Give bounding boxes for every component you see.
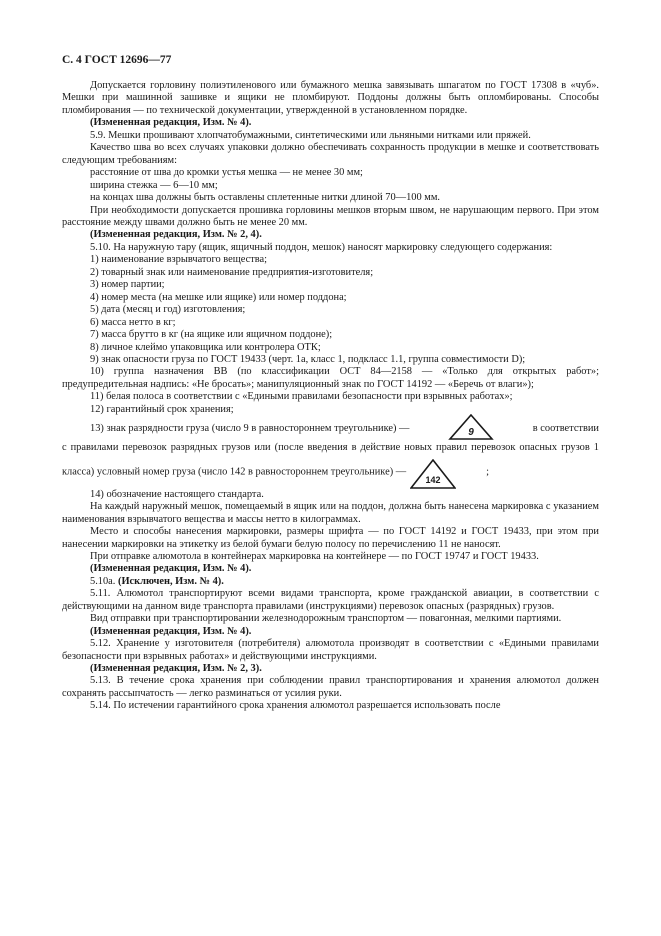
marking-item: 12) гарантийный срок хранения; <box>90 403 234 415</box>
marking-item: 8) личное клеймо упаковщика или контролера ОТК; <box>90 341 321 353</box>
clause-5-12: 5.12. Хранение у изготовителя (потребителя) алюмотола производят в соответствии с «Едиными правилами безопасности при взрывных работах» и действующими инструкциями. <box>62 638 599 662</box>
marking-item: 1) наименование взрывчатого вещества; <box>90 254 268 266</box>
edition-note: (Измененная редакция, Изм. № 2, 4). <box>90 229 262 241</box>
marking-item: 14) обозначение настоящего стандарта. <box>90 488 264 500</box>
edition-note: (Измененная редакция, Изм. № 2, 3). <box>90 663 262 675</box>
marking-item: 11) белая полоса в соответствии с «Едиными правилами безопасности при взрывных работах»; <box>90 391 513 403</box>
paragraph-intro: Допускается горловину полиэтиленового или бумажного мешка завязывать шпагатом по ГОСТ 17308 в «чуб». Мешки при машинной зашивке и ящики не пломбируют. Поддоны должны быть опломбированы. Способы пломбирования — по технической документации, утвержденной в установленном порядке. <box>62 80 599 116</box>
clause-5-10a <box>62 576 599 588</box>
marking-item: 9) знак опасности груза по ГОСТ 19433 (черт. 1а, класс 1, подкласс 1.1, группа совместимости D); <box>90 353 526 365</box>
requirement-item: расстояние от шва до кромки устья мешка — не менее 30 мм; <box>90 167 363 179</box>
hazard-class-9-triangle-icon <box>448 414 494 440</box>
marking-item: 7) масса брутто в кг (на ящике или ящичном поддоне); <box>90 329 333 341</box>
marking-item: 5) дата (месяц и год) изготовления; <box>90 304 246 316</box>
marking-item: 4) номер места (на мешке или ящике) или номер поддона; <box>90 291 347 303</box>
clause-5-9: 5.9. Мешки прошивают хлопчатобумажными, синтетическими или льняными нитками или пряжей. <box>90 129 531 141</box>
paragraph-marking-place: Место и способы нанесения маркировки, размеры шрифта — по ГОСТ 14192 и ГОСТ 19433, при этом при нанесении маркировки на этикетку из белой бумаги белую полосу по перечислению 11 не наносят. <box>62 526 599 550</box>
cargo-number-142-triangle-icon <box>410 459 456 489</box>
edition-note: (Измененная редакция, Изм. № 4). <box>90 563 252 575</box>
paragraph-double-seam: При необходимости допускается прошивка горловины мешков вторым швом, не нарушающим первого. При этом расстояние между швами должно быть не менее 20 мм. <box>62 204 599 228</box>
clause-5-10: 5.10. На наружную тару (ящик, ящичный поддон, мешок) наносят маркировку следующего содержания: <box>90 241 553 253</box>
clause-5-10a-text: (Исключен, Изм. № 4). <box>118 575 224 587</box>
marking-item: 6) масса нетто в кг; <box>90 316 176 328</box>
marking-item-13-text: 13) знак разрядности груза (число 9 в равностороннем треугольнике) — <box>90 423 410 434</box>
paragraph-container: При отправке алюмотола в контейнерах маркировка на контейнере — по ГОСТ 19747 и ГОСТ 19433. <box>90 550 539 562</box>
clause-5-11: 5.11. Алюмотол транспортируют всеми видами транспорта, кроме гражданской авиации, в соответствии с действующими на данном виде транспорта правилами (инструкциями) перевозок опасных (разрядных) грузов. <box>62 588 599 612</box>
edition-note: (Измененная редакция, Изм. № 4). <box>90 625 252 637</box>
paragraph-quality: Качество шва во всех случаях упаковки должно обеспечивать сохранность продукции в мешке и соответствовать следующим требованиям: <box>62 142 599 166</box>
marking-item: 3) номер партии; <box>90 279 165 291</box>
clause-5-14: 5.14. По истечении гарантийного срока хранения алюмотол разрешается использовать после <box>90 700 501 712</box>
document-body <box>62 80 599 713</box>
marking-item-13-continuation <box>62 442 599 488</box>
triangle-number-9: 9 <box>468 427 474 439</box>
clause-5-13: 5.13. В течение срока хранения при соблюдении правил транспортирования и хранения алюмотол должен сохранять рассыпчатость — легко разминаться от усилия руки. <box>62 675 599 699</box>
triangle-number-142: 142 <box>425 474 441 485</box>
edition-note: (Измененная редакция, Изм. № 4). <box>90 117 252 129</box>
marking-item-13-line <box>62 416 599 442</box>
marking-item: 10) группа назначения ВВ (по классификации ОСТ 84—2158 — «Только для открытых работ»; предупредительная надпись: «Не бросать»; манипуляционный знак по ГОСТ 14192 — «Беречь от влаги»); <box>62 366 599 390</box>
requirement-item: на концах шва должны быть оставлены сплетенные нитки длиной 70—100 мм. <box>90 192 440 204</box>
marking-item-13-cont-text: с правилами перевозок разрядных грузов или (после введения в действие новых правил перевозок опасных грузов 1 класса) условный номер груза (число 142 в равностороннем треугольнике) — <box>62 442 599 478</box>
marking-item-13-end: ; <box>486 466 490 478</box>
paragraph-outer-bag: На каждый наружный мешок, помещаемый в ящик или на поддон, должна быть нанесена маркировка с указанием наименования взрывчатого вещества и массы нетто в килограммах. <box>62 501 599 525</box>
marking-item: 2) товарный знак или наименование предприятия-изготовителя; <box>90 266 374 278</box>
paragraph-rail-shipping: Вид отправки при транспортировании железнодорожным транспортом — повагонная, мелкими партиями. <box>90 613 562 625</box>
marking-item-13-tail: в соответствии <box>532 423 599 434</box>
clause-5-10a-number: 5.10а. <box>90 575 116 587</box>
requirement-item: ширина стежка — 6—10 мм; <box>90 179 218 191</box>
page-header: С. 4 ГОСТ 12696—77 <box>62 54 172 66</box>
